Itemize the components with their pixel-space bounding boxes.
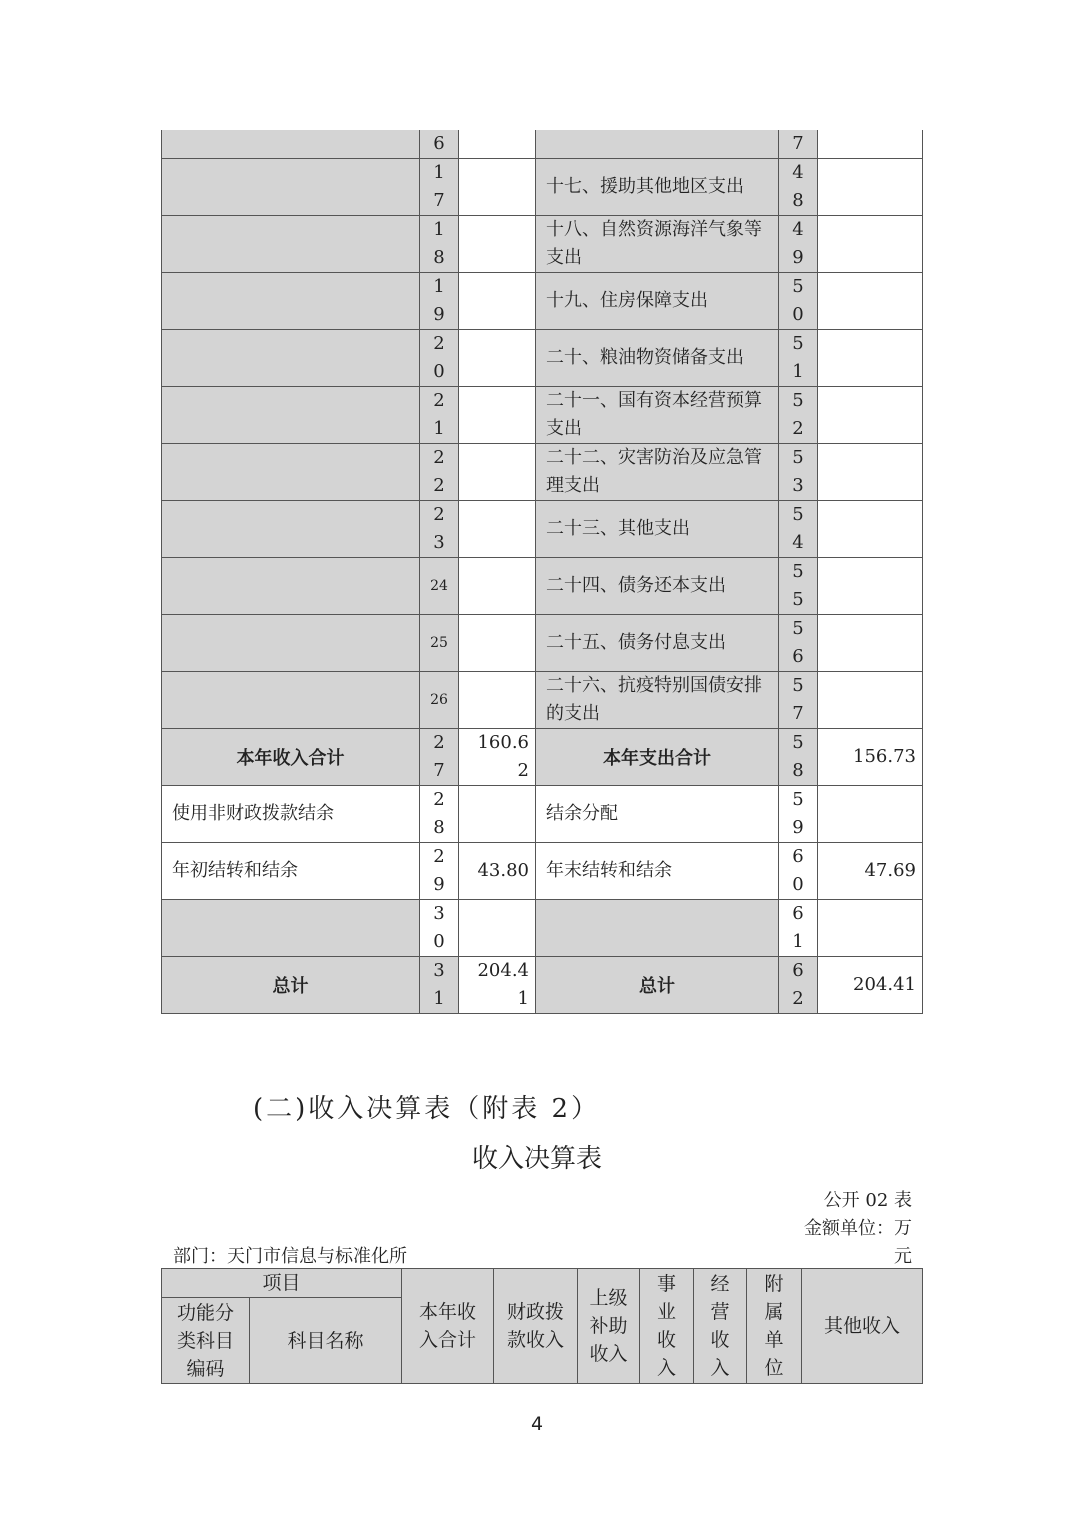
table-row <box>162 130 923 159</box>
left-label-cell <box>162 444 420 501</box>
right-amount <box>818 330 923 387</box>
left-row-number: 27 <box>420 729 459 786</box>
left-amount <box>459 501 536 558</box>
right-row-number: 57 <box>779 672 818 729</box>
table-row <box>162 444 923 501</box>
total-income-header: 本年收入合计 <box>402 1269 494 1384</box>
income-statement-header-table <box>161 1268 923 1384</box>
left-label-cell: 总计 <box>162 957 420 1014</box>
right-row-number: 56 <box>779 615 818 672</box>
left-amount: 43.80 <box>459 843 536 900</box>
right-amount <box>818 501 923 558</box>
right-amount <box>818 387 923 444</box>
right-label-cell: 二十四、债务还本支出 <box>536 558 779 615</box>
table-row <box>162 672 923 729</box>
right-label-cell: 二十、粮油物资储备支出 <box>536 330 779 387</box>
page-number: 4 <box>530 1413 544 1435</box>
right-label-cell: 二十三、其他支出 <box>536 501 779 558</box>
left-label-cell <box>162 501 420 558</box>
business-income-header <box>640 1269 694 1384</box>
right-label-cell: 二十五、债务付息支出 <box>536 615 779 672</box>
left-label-cell: 年初结转和结余 <box>162 843 420 900</box>
unit-label-continued: 元 <box>894 1246 912 1267</box>
left-label-cell <box>162 330 420 387</box>
left-row-number: 30 <box>420 900 459 957</box>
right-amount <box>818 786 923 843</box>
right-row-number: 58 <box>779 729 818 786</box>
affiliated-unit-label: 附属单位 <box>764 1273 784 1379</box>
left-amount <box>459 387 536 444</box>
left-label-cell <box>162 387 420 444</box>
table-row <box>162 615 923 672</box>
business-income-label: 事业收入 <box>657 1273 677 1379</box>
right-row-number: 48 <box>779 159 818 216</box>
right-amount <box>818 273 923 330</box>
left-row-number: 24 <box>420 558 459 615</box>
right-amount: 47.69 <box>818 843 923 900</box>
right-row-number: 55 <box>779 558 818 615</box>
right-amount: 204.41 <box>818 957 923 1014</box>
right-row-number: 62 <box>779 957 818 1014</box>
left-row-number: 20 <box>420 330 459 387</box>
section-heading: (二)收入决算表（附表 2） <box>253 1094 601 1124</box>
left-row-number: 6 <box>420 130 459 159</box>
form-code: 公开 02 表 <box>823 1190 912 1211</box>
table-row <box>162 729 923 786</box>
right-row-number: 52 <box>779 387 818 444</box>
right-row-number: 53 <box>779 444 818 501</box>
right-label-cell <box>536 130 779 159</box>
left-row-number: 19 <box>420 273 459 330</box>
table-row <box>162 273 923 330</box>
right-label-cell: 二十六、抗疫特别国债安排的支出 <box>536 672 779 729</box>
right-label-cell: 二十二、灾害防治及应急管理支出 <box>536 444 779 501</box>
right-row-number: 51 <box>779 330 818 387</box>
left-amount <box>459 330 536 387</box>
left-label-cell: 使用非财政拨款结余 <box>162 786 420 843</box>
project-header: 项目 <box>162 1269 402 1298</box>
left-amount <box>459 130 536 159</box>
left-row-number: 29 <box>420 843 459 900</box>
right-amount <box>818 444 923 501</box>
left-label-cell <box>162 216 420 273</box>
table-row <box>162 216 923 273</box>
left-amount <box>459 273 536 330</box>
right-label-cell: 本年支出合计 <box>536 729 779 786</box>
left-amount <box>459 216 536 273</box>
left-label-cell <box>162 558 420 615</box>
table-row <box>162 330 923 387</box>
left-row-number: 17 <box>420 159 459 216</box>
left-amount: 204.41 <box>459 957 536 1014</box>
left-row-number: 23 <box>420 501 459 558</box>
other-income-header: 其他收入 <box>802 1269 923 1384</box>
table-row <box>162 159 923 216</box>
table-row <box>162 387 923 444</box>
left-row-number: 21 <box>420 387 459 444</box>
left-amount <box>459 900 536 957</box>
right-amount <box>818 900 923 957</box>
right-label-cell: 总计 <box>536 957 779 1014</box>
right-row-number: 60 <box>779 843 818 900</box>
left-amount: 160.62 <box>459 729 536 786</box>
right-row-number: 49 <box>779 216 818 273</box>
right-label-cell: 十七、援助其他地区支出 <box>536 159 779 216</box>
table-row <box>162 957 923 1014</box>
right-label-cell: 十九、住房保障支出 <box>536 273 779 330</box>
left-label-cell <box>162 672 420 729</box>
right-amount <box>818 672 923 729</box>
table-row <box>162 843 923 900</box>
right-amount <box>818 615 923 672</box>
table-title: 收入决算表 <box>471 1144 602 1174</box>
left-label-cell <box>162 159 420 216</box>
operating-income-header <box>694 1269 747 1384</box>
right-row-number: 50 <box>779 273 818 330</box>
left-row-number: 26 <box>420 672 459 729</box>
table-row <box>162 501 923 558</box>
right-amount <box>818 558 923 615</box>
left-row-number: 18 <box>420 216 459 273</box>
subject-name-header: 科目名称 <box>250 1298 402 1384</box>
right-label-cell <box>536 900 779 957</box>
right-row-number: 61 <box>779 900 818 957</box>
left-amount <box>459 615 536 672</box>
function-code-header: 功能分类科目编码 <box>162 1298 250 1384</box>
left-amount <box>459 558 536 615</box>
left-amount <box>459 786 536 843</box>
left-label-cell <box>162 273 420 330</box>
left-label-cell <box>162 130 420 159</box>
affiliated-unit-header <box>747 1269 802 1384</box>
unit-label: 金额单位：万 <box>804 1218 912 1239</box>
table-row <box>162 558 923 615</box>
right-label-cell: 结余分配 <box>536 786 779 843</box>
left-amount <box>459 444 536 501</box>
left-label-cell <box>162 615 420 672</box>
table-row <box>162 786 923 843</box>
right-label-cell: 年末结转和结余 <box>536 843 779 900</box>
department-label: 部门：天门市信息与标准化所 <box>173 1246 407 1267</box>
left-row-number: 31 <box>420 957 459 1014</box>
left-row-number: 22 <box>420 444 459 501</box>
right-label-cell: 二十一、国有资本经营预算支出 <box>536 387 779 444</box>
left-amount <box>459 672 536 729</box>
right-amount <box>818 130 923 159</box>
right-row-number: 7 <box>779 130 818 159</box>
right-row-number: 59 <box>779 786 818 843</box>
income-expense-summary-table <box>161 130 923 1014</box>
left-row-number: 28 <box>420 786 459 843</box>
operating-income-label: 经营收入 <box>710 1273 730 1379</box>
fiscal-appropriation-header: 财政拨款收入 <box>494 1269 578 1384</box>
right-amount: 156.73 <box>818 729 923 786</box>
right-amount <box>818 159 923 216</box>
left-amount <box>459 159 536 216</box>
superior-subsidy-header: 上级补助收入 <box>578 1269 640 1384</box>
table-row <box>162 900 923 957</box>
left-label-cell <box>162 900 420 957</box>
right-row-number: 54 <box>779 501 818 558</box>
right-label-cell: 十八、自然资源海洋气象等支出 <box>536 216 779 273</box>
right-amount <box>818 216 923 273</box>
left-label-cell: 本年收入合计 <box>162 729 420 786</box>
header-row <box>162 1269 923 1298</box>
left-row-number: 25 <box>420 615 459 672</box>
